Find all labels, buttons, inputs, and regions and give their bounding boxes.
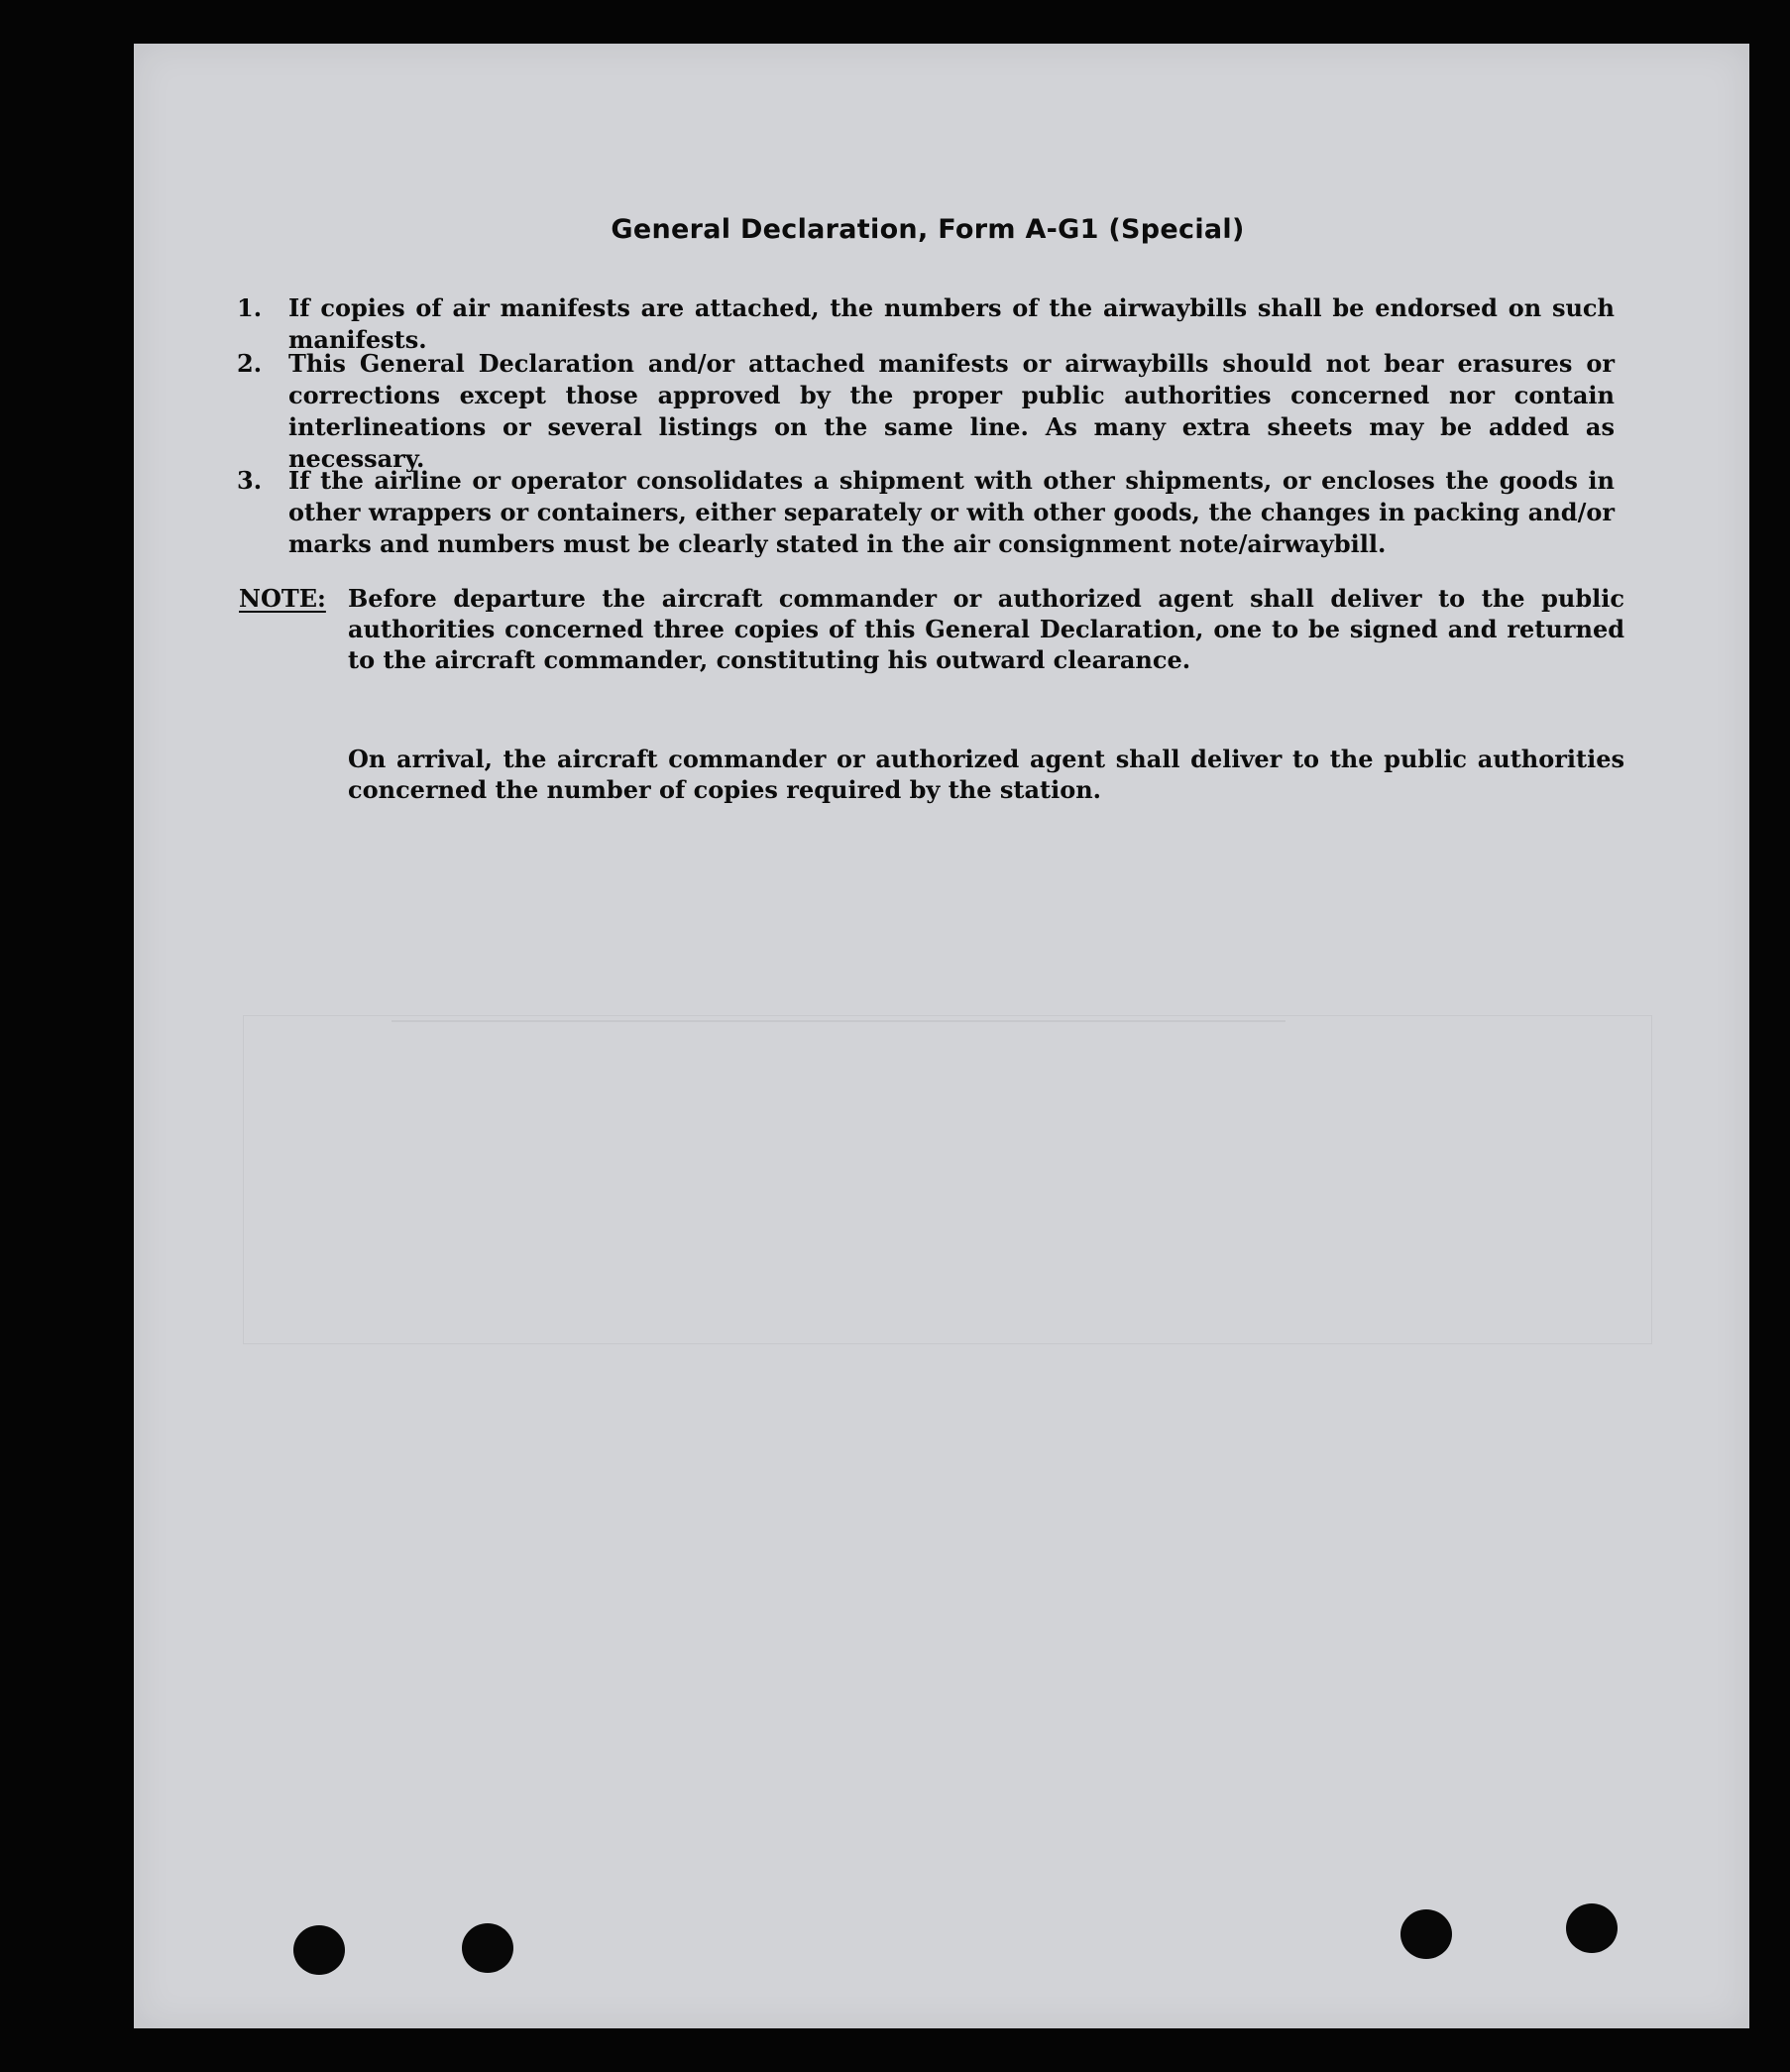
document-page: [134, 44, 1749, 2028]
punch-hole: [462, 1923, 513, 1973]
punch-hole: [1566, 1903, 1618, 1953]
note-block: [239, 583, 1624, 675]
item-number: 3.: [237, 466, 263, 495]
item-text: This General Declaration and/or attached manifests or airwaybills should not bear erasures or corrections except those approved by the proper public authorities concerned nor contain interlineations or several listings on the same line. As many extra sheets may be added as necessary.: [288, 349, 1615, 473]
note-block-2: [239, 744, 1624, 805]
item-number: 1.: [237, 293, 263, 322]
punch-hole: [293, 1925, 345, 1975]
list-item: [237, 465, 1615, 560]
punch-hole: [1400, 1909, 1452, 1959]
bleed-through-box: [243, 1015, 1652, 1344]
item-text: If copies of air manifests are attached, the numbers of the airwaybills shall be endorsed on such manifests.: [288, 293, 1615, 354]
list-item: [237, 292, 1615, 356]
list-item: [237, 348, 1615, 475]
note-paragraph-2: On arrival, the aircraft commander or authorized agent shall deliver to the public authorities concerned the number of copies required by the station.: [348, 745, 1624, 804]
document-title: General Declaration, Form A-G1 (Special): [611, 214, 1245, 245]
item-text: If the airline or operator consolidates a shipment with other shipments, or encloses the goods in other wrappers or containers, either separately or with other goods, the changes in packing and/or marks and numbers must be clearly stated in the air consignment note/airwaybill.: [288, 466, 1615, 558]
note-label: NOTE:: [239, 584, 326, 613]
note-paragraph-1: Before departure the aircraft commander or authorized agent shall deliver to the public authorities concerned three copies of this General Declaration, one to be signed and returned to the aircraft commander, constituting his outward clearance.: [348, 584, 1624, 674]
bleed-through-line: [392, 1020, 1286, 1022]
item-number: 2.: [237, 349, 263, 378]
